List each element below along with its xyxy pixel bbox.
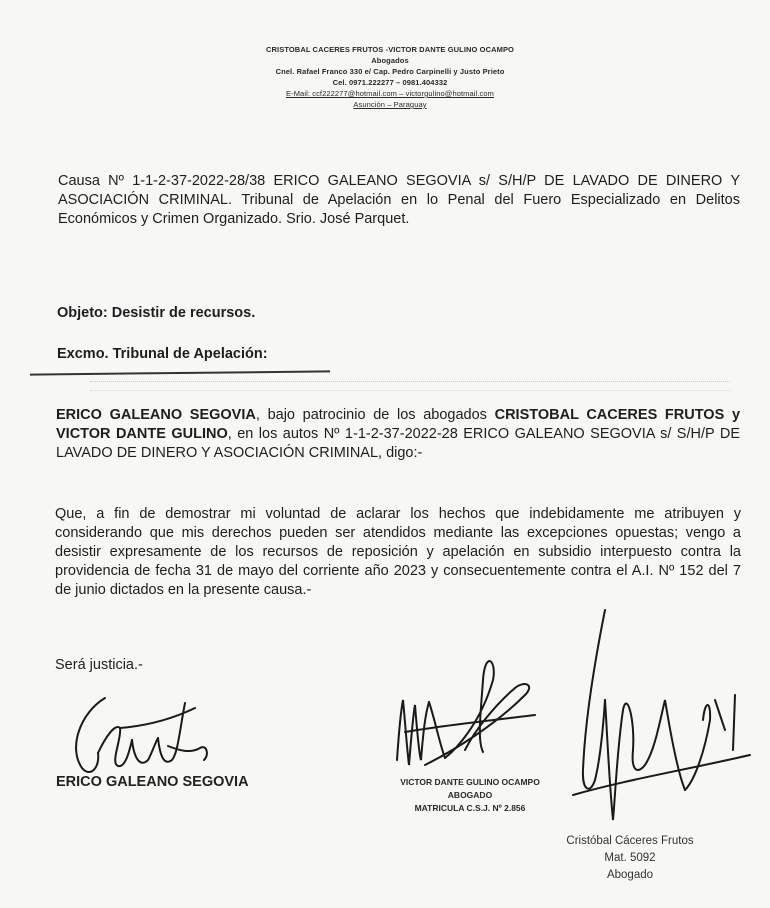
caceres-name: Cristóbal Cáceres Frutos bbox=[566, 835, 694, 847]
intro-client-name: ERICO GALEANO SEGOVIA bbox=[56, 407, 256, 423]
gulino-matricula: MATRICULA C.S.J. Nº 2.856 bbox=[414, 803, 526, 813]
caceres-role: Abogado bbox=[606, 869, 654, 881]
closing-line: Será justicia.- bbox=[55, 657, 143, 673]
gulino-signature bbox=[385, 640, 555, 785]
request-paragraph: Que, a fin de demostrar mi voluntad de aclarar los hechos que indebidamente me atribuyen y considerando que mis derechos pueden ser atendidos mediante las excepciones opuestas; vengo a desistir expresamente de los recursos de reposición y apelación en subsidio interpuesto contra la providencia de fecha 31 de mayo del corriente año 2023 y consecuentemente contra el A.I. Nº 152 del 7 de junio dictados en la presente causa.- bbox=[55, 506, 741, 598]
intro-lawyers: CRISTOBAL CACERES FRUTOS y VICTOR DANTE GULINO bbox=[56, 407, 741, 442]
letterhead-title: Abogados bbox=[371, 56, 409, 65]
caceres-signature bbox=[565, 600, 755, 840]
letterhead bbox=[170, 44, 610, 110]
addressee-heading: Excmo. Tribunal de Apelación: bbox=[57, 346, 268, 362]
letterhead-names: CRISTOBAL CACERES FRUTOS -VICTOR DANTE GULINO OCAMPO bbox=[266, 45, 514, 54]
client-signature bbox=[60, 668, 230, 783]
letterhead-address: Cnel. Rafael Franco 330 e/ Cap. Pedro Carpinelli y Justo Prieto bbox=[275, 67, 505, 76]
intro-paragraph bbox=[56, 406, 740, 463]
heading-underline bbox=[30, 370, 330, 375]
letterhead-city: Asunción – Paraguay bbox=[353, 100, 427, 109]
letterhead-phone: Cel. 0971.222277 – 0981.404332 bbox=[332, 78, 448, 87]
letterhead-email: E-Mail: ccf222277@hotmail.com – victorgulino@hotmail.com bbox=[286, 89, 494, 98]
gulino-signature-block bbox=[380, 776, 560, 815]
gulino-role: ABOGADO bbox=[447, 790, 493, 800]
caceres-mat: Mat. 5092 bbox=[604, 852, 656, 864]
faint-scan-line bbox=[90, 381, 730, 391]
caceres-signature-block bbox=[545, 833, 715, 884]
gulino-name: VICTOR DANTE GULINO OCAMPO bbox=[400, 777, 540, 787]
client-signature-name: ERICO GALEANO SEGOVIA bbox=[56, 774, 249, 790]
intro-text-2: , en los autos Nº 1-1-2-37-2022-28 ERICO GALEANO SEGOVIA s/ S/H/P DE LAVADO DE DINERO Y ASOCIACIÓN CRIMINAL, digo:- bbox=[56, 426, 741, 461]
objeto-line: Objeto: Desistir de recursos. bbox=[57, 305, 256, 321]
intro-text-1: , bajo patrocinio de los abogados bbox=[255, 407, 495, 423]
causa-paragraph: Causa Nº 1-1-2-37-2022-28/38 ERICO GALEANO SEGOVIA s/ S/H/P DE LAVADO DE DINERO Y ASOCIACIÓN CRIMINAL. Tribunal de Apelación en lo Penal del Fuero Especializado en Delitos Económicos y Crimen Organizado. Srio. José Parquet. bbox=[58, 173, 740, 227]
